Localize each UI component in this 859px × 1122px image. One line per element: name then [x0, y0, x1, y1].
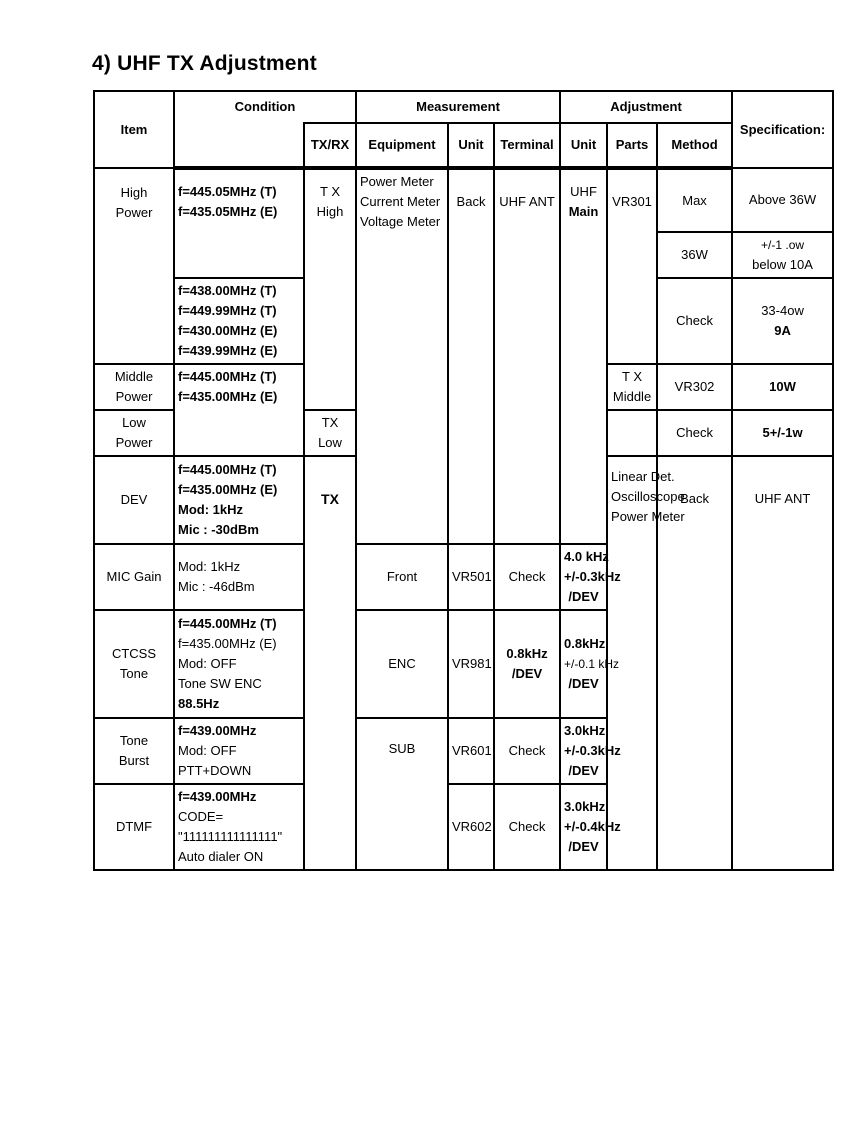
txrx-low: TX Low: [304, 410, 356, 456]
header-measurement: Measurement: [356, 91, 560, 123]
row-high-power: [94, 168, 833, 232]
method-check-dtmf: Check: [494, 784, 560, 870]
header-row-2: [94, 123, 833, 168]
txrx-middle: T X Middle: [607, 364, 657, 410]
parts-vr602: VR602: [448, 784, 494, 870]
spec-dtmf: 3.0kHz +/-0.4kHz /DEV: [560, 784, 607, 870]
header-equipment: Equipment: [356, 123, 448, 168]
spec-ctcss: 0.8kHz +/-0.1 kHz /DEV: [560, 610, 607, 718]
spec-tone-burst: 3.0kHz +/-0.3kHz /DEV: [560, 718, 607, 784]
cond-ctcss: f=445.00MHz (T) f=435.00MHz (E) Mod: OFF Tone SW ENC 88.5Hz: [174, 610, 304, 718]
header-adj-unit: Unit: [560, 123, 607, 168]
spec-above-36w: Above 36W: [732, 168, 833, 232]
cond-tone-burst: f=439.00MHz Mod: OFF PTT+DOWN: [174, 718, 304, 784]
cond-dev: f=445.00MHz (T) f=435.00MHz (E) Mod: 1kHz Mic : -30dBm: [174, 456, 304, 544]
header-parts: Parts: [607, 123, 657, 168]
terminal-uhf-ant-2: UHF ANT: [732, 456, 833, 870]
method-max: Max: [657, 168, 732, 232]
cond-mic-gain: Mod: 1kHz Mic : -46dBm: [174, 544, 304, 610]
terminal-uhf-ant-1: UHF ANT: [494, 168, 560, 544]
unit-back-2: Back: [657, 456, 732, 870]
adj-unit-sub: SUB: [356, 718, 448, 870]
cond-dtmf: f=439.00MHz CODE= "111111111111111" Auto dialer ON: [174, 784, 304, 870]
parts-low-blank: [607, 410, 657, 456]
header-specification: Specification:: [732, 91, 833, 168]
method-check-high: Check: [657, 278, 732, 364]
adj-unit-enc: ENC: [356, 610, 448, 718]
equipment-deviation: Linear Det. Oscilloscope Power Meter: [607, 456, 657, 870]
spec-33-40w: 33-4ow 9A: [732, 278, 833, 364]
parts-vr601: VR601: [448, 718, 494, 784]
cond-high-power-b: f=438.00MHz (T) f=449.99MHz (T) f=430.00MHz (E) f=439.99MHz (E): [174, 278, 304, 364]
spec-low-power: 5+/-1w: [732, 410, 833, 456]
parts-vr302: VR302: [657, 364, 732, 410]
method-check-low: Check: [657, 410, 732, 456]
page-title: 4) UHF TX Adjustment: [92, 52, 317, 75]
header-adjustment: Adjustment: [560, 91, 732, 123]
header-method: Method: [657, 123, 732, 168]
txrx-tx: TX: [304, 456, 356, 870]
item-high-power: High Power: [94, 168, 174, 364]
item-low-power: Low Power: [94, 410, 174, 456]
adj-unit-front: Front: [356, 544, 448, 610]
unit-back-1: Back: [448, 168, 494, 544]
parts-vr301: VR301: [607, 168, 657, 364]
item-dtmf: DTMF: [94, 784, 174, 870]
item-tone-burst: Tone Burst: [94, 718, 174, 784]
txrx-high: T X High: [304, 168, 356, 410]
header-txrx: TX/RX: [304, 123, 356, 168]
method-10w: 10W: [732, 364, 833, 410]
header-unit: Unit: [448, 123, 494, 168]
header-terminal: Terminal: [494, 123, 560, 168]
item-middle-power: Middle Power: [94, 364, 174, 410]
item-ctcss: CTCSS Tone: [94, 610, 174, 718]
method-check-mic: Check: [494, 544, 560, 610]
item-dev: DEV: [94, 456, 174, 544]
header-item: Item: [94, 91, 174, 168]
spec-mic-gain: 4.0 kHz +/-0.3kHz /DEV: [560, 544, 607, 610]
method-check-burst: Check: [494, 718, 560, 784]
adj-unit-uhf-main-1: UHF Main: [560, 168, 607, 544]
spec-36w-current: +/-1 .ow below 10A: [732, 232, 833, 278]
parts-vr501: VR501: [448, 544, 494, 610]
method-36w: 36W: [657, 232, 732, 278]
header-row-1: [94, 91, 833, 123]
item-mic-gain: MIC Gain: [94, 544, 174, 610]
header-condition-blank: [174, 123, 304, 168]
uhf-tx-adjustment-table: [93, 90, 834, 871]
cond-high-power-a: f=445.05MHz (T) f=435.05MHz (E): [174, 168, 304, 278]
parts-vr981: VR981: [448, 610, 494, 718]
cond-middle-power: f=445.00MHz (T) f=435.00MHz (E): [174, 364, 304, 456]
header-condition: Condition: [174, 91, 356, 123]
equipment-power: Power Meter Current Meter Voltage Meter: [356, 168, 448, 544]
method-ctcss: 0.8kHz /DEV: [494, 610, 560, 718]
